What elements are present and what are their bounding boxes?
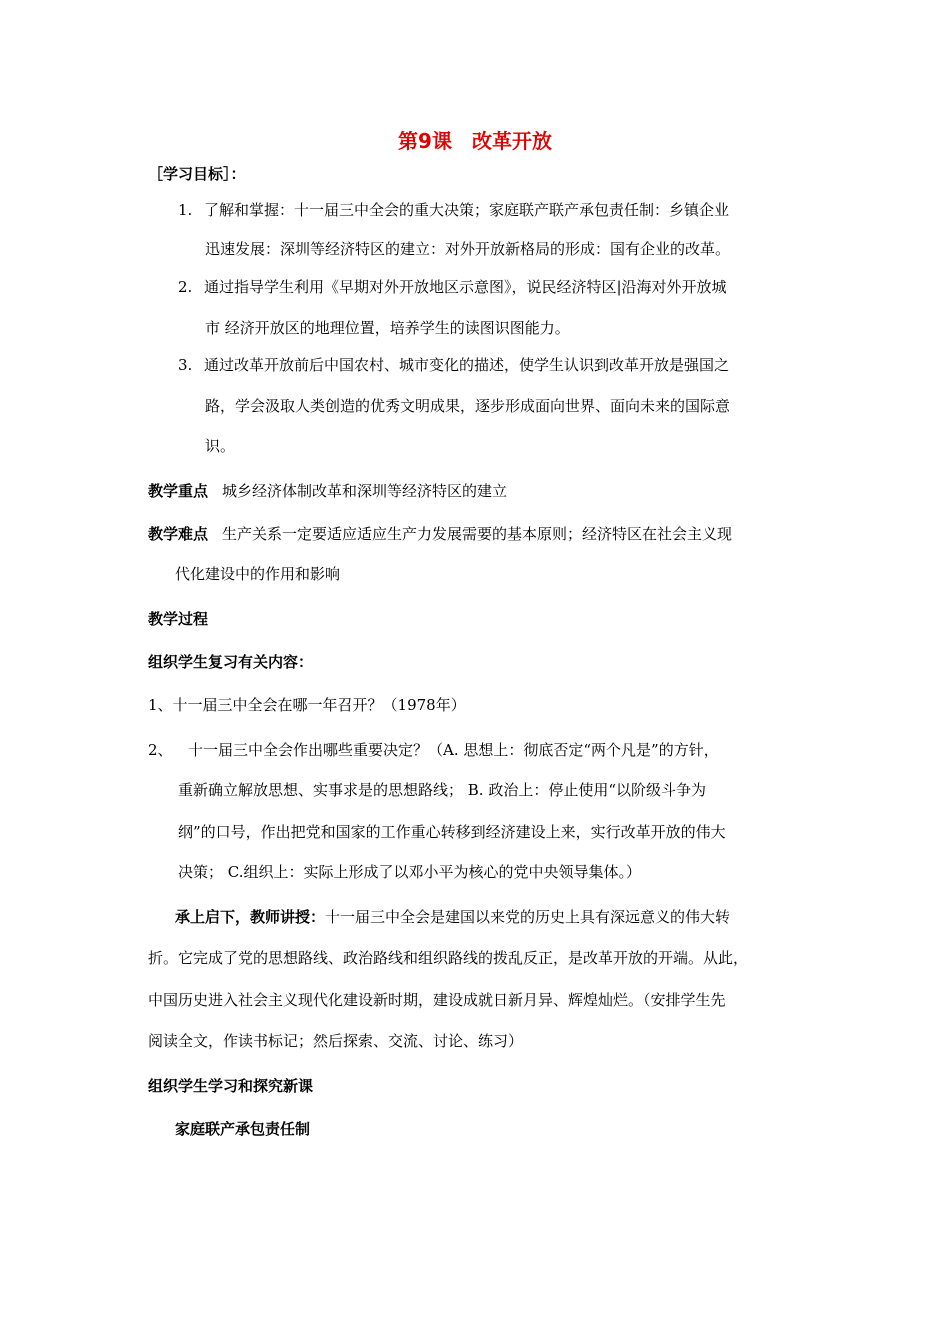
objective-item-3-line-1 — [178, 355, 729, 375]
objective-item-1-line-2: 迅速发展：深圳等经济特区的建立：对外开放新格局的形成：国有企业的改革。 — [205, 240, 731, 258]
difficulty-label: 教学难点 — [148, 525, 209, 543]
objective-item-1-number: 1. — [178, 201, 193, 219]
objective-item-2-line-1 — [178, 277, 727, 297]
objective-item-1-line-1 — [178, 200, 729, 220]
key-point-text: 城乡经济体制改革和深圳等经济特区的建立 — [222, 482, 508, 500]
review-question-2-number: 2、 — [148, 741, 173, 759]
objective-item-3-line-3: 识。 — [205, 437, 236, 455]
objective-item-3-number: 3. — [178, 356, 193, 374]
key-point-row — [148, 481, 507, 501]
transition-line-4: 阅读全文，作读书标记；然后探索、交流、讨论、练习） — [148, 1032, 524, 1050]
new-lesson-heading: 组织学生学习和探究新课 — [148, 1077, 314, 1095]
transition-line-3: 中国历史进入社会主义现代化建设新时期，建设成就日新月异、辉煌灿烂。（安排学生先 — [148, 991, 726, 1009]
new-lesson-subheading: 家庭联产承包责任制 — [175, 1120, 311, 1138]
review-heading: 组织学生复习有关内容： — [148, 653, 314, 671]
transition-line-1 — [175, 907, 730, 927]
key-point-label: 教学重点 — [148, 482, 209, 500]
objective-item-2-text: 通过指导学生利用《早期对外开放地区示意图》，说民经济特区|沿海对外开放城 — [204, 278, 727, 296]
transition-line-2: 折。它完成了党的思想路线、政治路线和组织路线的拨乱反正，是改革开放的开端。从此， — [148, 949, 749, 967]
objectives-heading: ［学习目标］： — [148, 165, 246, 183]
difficulty-line-2: 代化建设中的作用和影响 — [175, 565, 341, 583]
transition-text: 十一届三中全会是建国以来党的历史上具有深远意义的伟大转 — [325, 908, 731, 926]
review-question-2-line-3: 纲”的口号，作出把党和国家的工作重心转移到经济建设上来，实行改革开放的伟大 — [178, 823, 726, 841]
objective-item-3-text: 通过改革开放前后中国农村、城市变化的描述，使学生认识到改革开放是强国之 — [204, 356, 730, 374]
review-question-2-line-1 — [148, 740, 719, 760]
objective-item-3-line-2: 路，学会汲取人类创造的优秀文明成果，逐步形成面向世界、面向未来的国际意 — [205, 397, 731, 415]
objective-item-1-text: 了解和掌握：十一届三中全会的重大决策；家庭联产联产承包责任制：乡镇企业 — [204, 201, 730, 219]
transition-lead: 承上启下，教师讲授： — [175, 908, 326, 926]
page-title: 第9课 改革开放 — [398, 129, 552, 153]
process-heading: 教学过程 — [148, 610, 209, 628]
review-question-2-line-4: 决策； C.组织上：实际上形成了以邓小平为核心的党中央领导集体。） — [178, 863, 641, 881]
review-question-2-text: 十一届三中全会作出哪些重要决定？（A. 思想上：彻底否定“两个凡是”的方针， — [188, 741, 719, 759]
review-question-2-line-2: 重新确立解放思想、实事求是的思想路线； B. 政治上：停止使用“以阶级斗争为 — [178, 781, 706, 799]
difficulty-text: 生产关系一定要适应适应生产力发展需要的基本原则；经济特区在社会主义现 — [222, 525, 733, 543]
objective-item-2-line-2: 市 经济开放区的地理位置，培养学生的读图识图能力。 — [205, 319, 570, 337]
objective-item-2-number: 2. — [178, 278, 193, 296]
difficulty-row — [148, 524, 732, 544]
review-question-1: 1、十一届三中全会在哪一年召开？（1978年） — [148, 696, 466, 714]
